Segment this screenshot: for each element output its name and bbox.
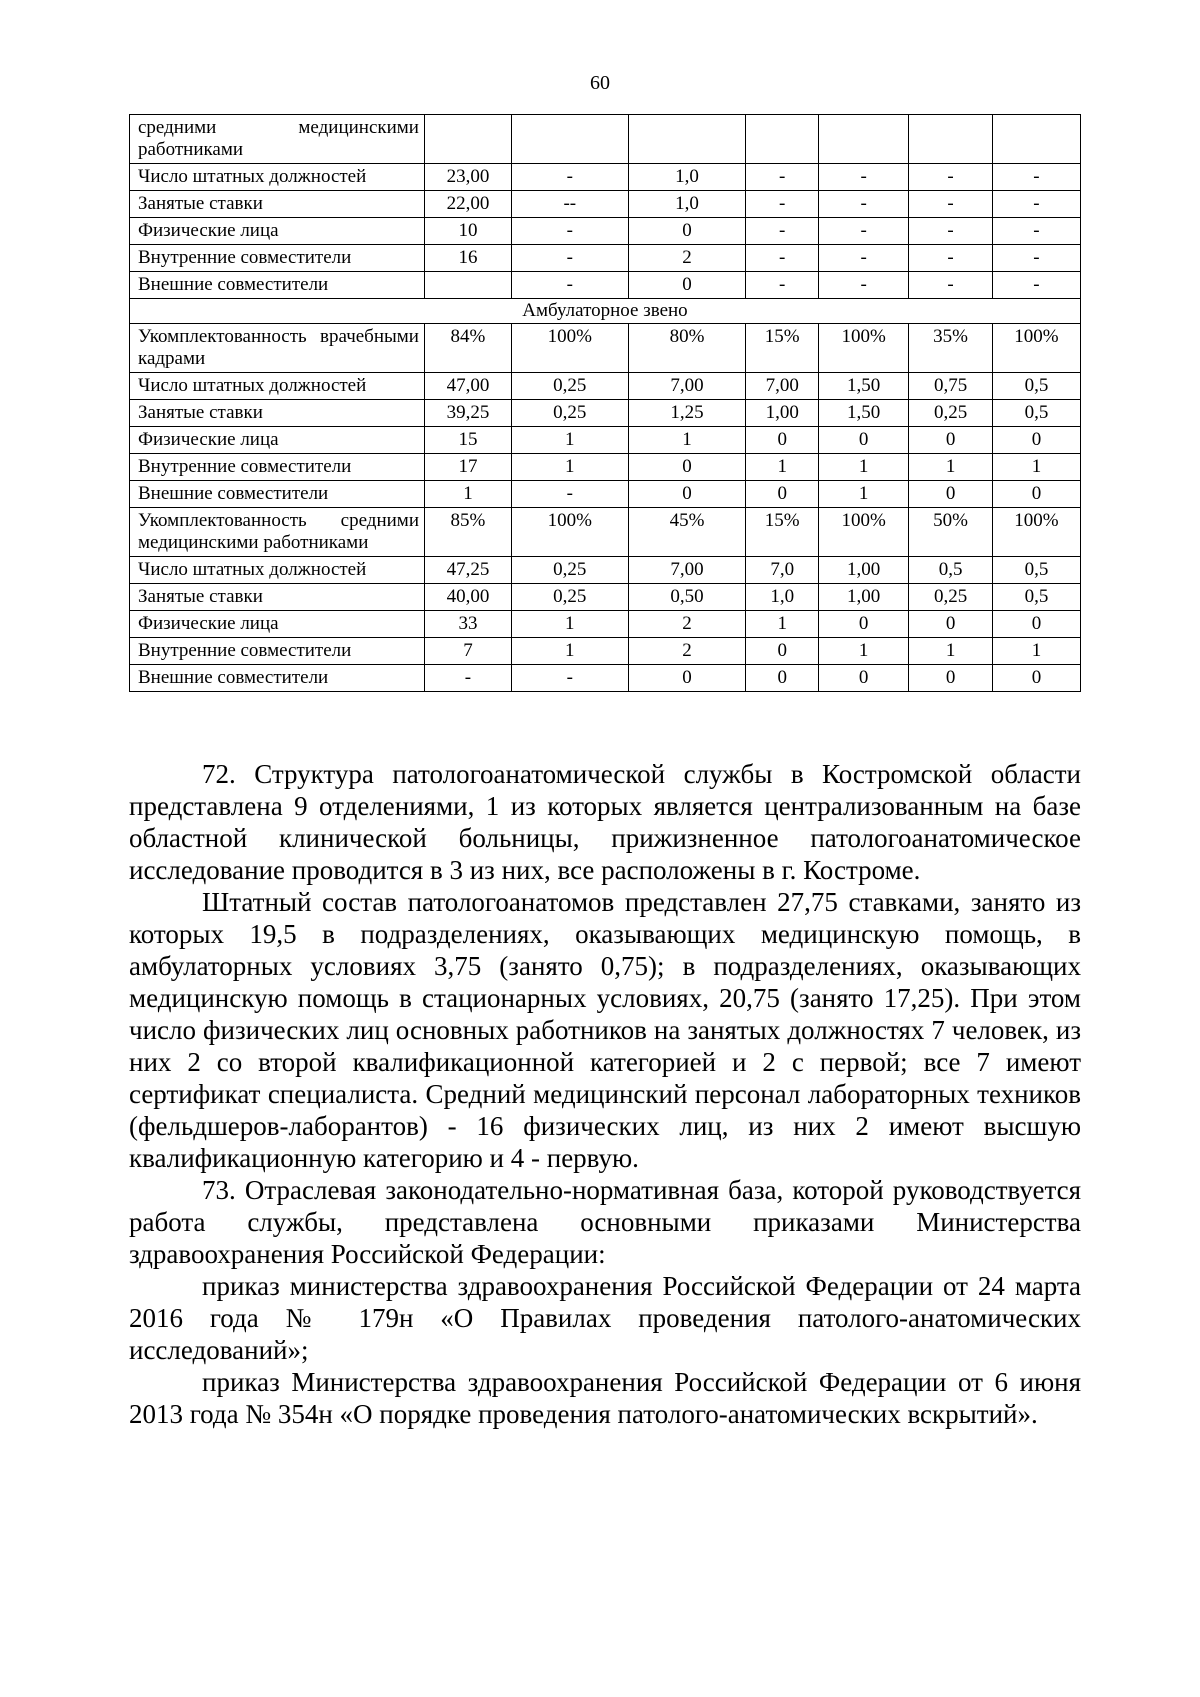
table-cell: 2 [628,611,746,638]
table-cell: 100% [511,508,628,557]
staffing-table [129,114,1081,692]
table-cell: 0,25 [909,584,993,611]
table-cell: 0,5 [992,584,1080,611]
table-cell: 0 [819,611,909,638]
row-label: Физические лица [130,611,425,638]
table-cell: 1 [819,638,909,665]
table-row [130,272,1081,299]
table-cell: 1 [909,638,993,665]
table-cell: 7 [424,638,511,665]
table-cell: - [909,218,993,245]
table-cell: 0 [746,481,819,508]
table-cell: 15 [424,427,511,454]
table-cell: - [511,164,628,191]
table-cell: - [511,665,628,692]
table-cell: - [992,218,1080,245]
page-number: 60 [590,72,610,94]
table-cell: 1,0 [628,191,746,218]
table-cell: 1 [511,638,628,665]
table-cell: 0 [628,272,746,299]
table-cell: - [992,191,1080,218]
table-cell: 0,75 [909,373,993,400]
table-cell: 1,0 [628,164,746,191]
table-cell: - [819,272,909,299]
table-cell: 100% [992,324,1080,373]
table-cell: - [909,272,993,299]
table-cell: 40,00 [424,584,511,611]
table-cell: 7,00 [628,557,746,584]
row-label: Внешние совместители [130,272,425,299]
table-cell: 0 [992,611,1080,638]
table-cell: 45% [628,508,746,557]
table-cell: 100% [511,324,628,373]
table-row [130,508,1081,557]
table-cell: 0 [909,481,993,508]
table-cell: 7,00 [746,373,819,400]
table-cell: 15% [746,324,819,373]
section-row [130,299,1081,324]
table-cell [992,115,1080,164]
table-cell: - [992,164,1080,191]
table-cell: 17 [424,454,511,481]
table-cell: - [909,164,993,191]
table-cell: 1,50 [819,400,909,427]
table-cell: - [746,191,819,218]
table-cell: - [909,245,993,272]
table-cell: 100% [819,508,909,557]
paragraph: 73. Отраслевая законодательно-нормативная база, которой руководствуется работа службы, представлена основными приказами Министерства здравоохранения Российской Федерации: [129,1175,1081,1269]
table-row [130,115,1081,164]
row-label: Внутренние совместители [130,638,425,665]
table-cell: - [992,272,1080,299]
table-cell: 0 [628,481,746,508]
table-row [130,611,1081,638]
table-cell [424,272,511,299]
table-row [130,373,1081,400]
table-cell: 0,25 [511,557,628,584]
table-cell: 2 [628,638,746,665]
table-cell: -- [511,191,628,218]
body-text [129,758,1081,1430]
section-title: Амбулаторное звено [130,299,1081,324]
table-row [130,481,1081,508]
row-label: Физические лица [130,218,425,245]
table-cell: 0,5 [909,557,993,584]
table-cell [746,115,819,164]
table-cell: 85% [424,508,511,557]
table-cell: 1,00 [819,584,909,611]
row-label: Внешние совместители [130,665,425,692]
table-cell: - [746,164,819,191]
table-cell: 1 [909,454,993,481]
table-cell: 1 [746,454,819,481]
table-cell: 1 [628,427,746,454]
table-cell: - [511,481,628,508]
table-cell: 50% [909,508,993,557]
table-cell: 47,25 [424,557,511,584]
row-label: Занятые ставки [130,584,425,611]
table-cell: 0,25 [909,400,993,427]
table-cell: 0 [628,218,746,245]
table-cell: 16 [424,245,511,272]
row-label: Число штатных должностей [130,557,425,584]
table-cell: - [819,218,909,245]
table-row [130,164,1081,191]
table-cell [628,115,746,164]
table-cell: 1 [992,454,1080,481]
table-row [130,191,1081,218]
paragraph: приказ министерства здравоохранения Российской Федерации от 24 марта 2016 года № 179н «О Правилах проведения патолого-анатомических исследований»; [129,1271,1081,1365]
table-row [130,245,1081,272]
row-label: Внешние совместители [130,481,425,508]
table-row [130,400,1081,427]
table-cell: - [746,245,819,272]
table-cell: 0,25 [511,373,628,400]
table-cell: 0 [746,427,819,454]
table-cell: 0 [628,665,746,692]
table-cell: 0 [746,638,819,665]
table-cell: 33 [424,611,511,638]
table-row [130,324,1081,373]
table-body [130,115,1081,692]
table-row [130,638,1081,665]
table-cell: 0,5 [992,557,1080,584]
table-cell: 0,5 [992,373,1080,400]
row-label: Внутренние совместители [130,245,425,272]
table-cell: 1,50 [819,373,909,400]
table-row [130,454,1081,481]
table-cell: - [746,272,819,299]
table-cell: 7,0 [746,557,819,584]
table-cell: 47,00 [424,373,511,400]
table-row [130,218,1081,245]
row-label: Физические лица [130,427,425,454]
table-cell: 0 [992,481,1080,508]
table-cell [909,115,993,164]
table-cell: 100% [819,324,909,373]
table-cell: 2 [628,245,746,272]
table-row [130,665,1081,692]
table-cell: 0 [819,665,909,692]
table-cell: 1 [992,638,1080,665]
row-label: Занятые ставки [130,191,425,218]
paragraph: 72. Структура патологоанатомической службы в Костромской области представлена 9 отделениями, 1 из которых является централизованным на базе областной клинической больницы, прижизненное патологоанатомическое исследование проводится в 3 из них, все расположены в г. Костроме. [129,759,1081,885]
table-cell: - [424,665,511,692]
paragraph: приказ Министерства здравоохранения Российской Федерации от 6 июня 2013 года № 354н «О порядке проведения патолого-анатомических вскрытий». [129,1367,1081,1429]
table-cell: - [819,164,909,191]
table-cell: 7,00 [628,373,746,400]
table-cell: 1 [511,611,628,638]
table-row [130,557,1081,584]
table-cell: 1,25 [628,400,746,427]
table-cell: 100% [992,508,1080,557]
row-label: Число штатных должностей [130,373,425,400]
row-label: Укомплектованность врачебными кадрами [130,324,425,373]
table-cell: 1 [746,611,819,638]
table-cell: 1,00 [819,557,909,584]
table-cell: - [511,218,628,245]
table-cell: - [819,245,909,272]
table-cell: 0 [819,427,909,454]
table-cell: 0 [628,454,746,481]
table-cell [424,115,511,164]
row-label: Внутренние совместители [130,454,425,481]
table-row [130,427,1081,454]
table-cell: 39,25 [424,400,511,427]
table-row [130,584,1081,611]
paragraph: Штатный состав патологоанатомов представлен 27,75 ставками, занято из которых 19,5 в подразделениях, оказывающих медицинскую помощь, в амбулаторных условиях 3,75 (занято 0,75); в подразделениях, оказывающих медицинскую помощь в стационарных условиях, 20,75 (занято 17,25). При этом число физических лиц основных работников на занятых должностях 7 человек, из них 2 со второй квалификационной категорией и 2 с первой; все 7 имеют сертификат специалиста. Средний медицинский персонал лабораторных техников (фельдшеров-лаборантов) - 16 физических лиц, из них 2 имеют высшую квалификационную категорию и 4 - первую. [129,887,1081,1173]
table-cell: 0,50 [628,584,746,611]
table-cell: - [746,218,819,245]
table-cell: - [992,245,1080,272]
table-cell: 1,00 [746,400,819,427]
table-cell: 0 [746,665,819,692]
table-cell: 22,00 [424,191,511,218]
table-cell: 1 [819,481,909,508]
table-cell [819,115,909,164]
table-cell: 10 [424,218,511,245]
table-cell: 0,5 [992,400,1080,427]
table-cell: - [511,245,628,272]
table-cell: 0 [909,665,993,692]
table-cell: 1 [819,454,909,481]
table-cell: 0,25 [511,400,628,427]
table-cell: 0 [992,665,1080,692]
table-cell: - [511,272,628,299]
table-cell: 15% [746,508,819,557]
table-cell: 80% [628,324,746,373]
table-cell: - [819,191,909,218]
table-cell: 23,00 [424,164,511,191]
table-cell: 84% [424,324,511,373]
table-cell: 35% [909,324,993,373]
row-label: Число штатных должностей [130,164,425,191]
table-cell: 1 [511,454,628,481]
row-label: Укомплектованность средними медицинскими работниками [130,508,425,557]
table-cell: 0,25 [511,584,628,611]
table-cell: 0 [992,427,1080,454]
table-cell: 1 [511,427,628,454]
table-cell: 1,0 [746,584,819,611]
table-cell: 1 [424,481,511,508]
row-label: средними медицинскими работниками [130,115,425,164]
row-label: Занятые ставки [130,400,425,427]
table-cell: 0 [909,611,993,638]
table-cell [511,115,628,164]
table-cell: 0 [909,427,993,454]
table-cell: - [909,191,993,218]
